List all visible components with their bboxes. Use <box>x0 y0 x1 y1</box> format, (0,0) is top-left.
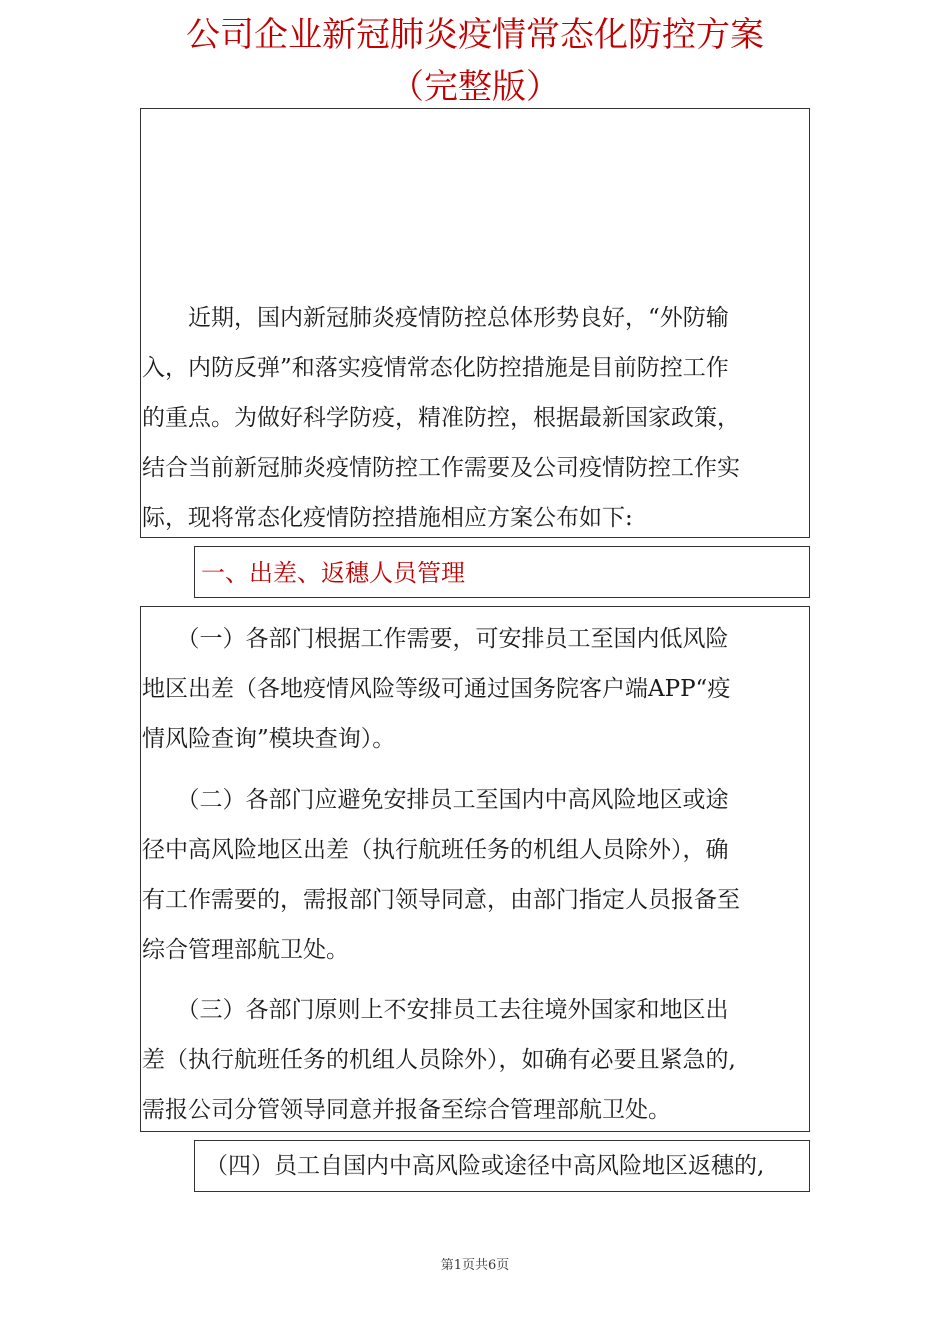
item-line: （二）各部门应避免安排员工至国内中高风险地区或途 <box>142 787 729 813</box>
item-line: 差（执行航班任务的机组人员除外），如确有必要且紧急的, <box>142 1047 736 1073</box>
item-line: 径中高风险地区出差（执行航班任务的机组人员除外），确 <box>142 837 729 863</box>
document-title: 公司企业新冠肺炎疫情常态化防控方案 <box>186 15 764 55</box>
intro-line: 际，现将常态化疫情防控措施相应方案公布如下: <box>142 505 633 531</box>
intro-line: 的重点。为做好科学防疫，精准防控，根据最新国家政策， <box>142 405 740 431</box>
document-subtitle: （完整版） <box>390 67 560 107</box>
item-line: 有工作需要的，需报部门领导同意，由部门指定人员报备至 <box>142 887 740 913</box>
page-footer: 第1页共6页 <box>440 1258 510 1273</box>
intro-line: 近期，国内新冠肺炎疫情防控总体形势良好，“外防输 <box>142 305 729 331</box>
item-line: 需报公司分管领导同意并报备至综合管理部航卫处。 <box>142 1097 671 1123</box>
item-4-frame <box>194 1140 810 1192</box>
item-4-line: （四）员工自国内中高风险或途径中高风险地区返穗的, <box>205 1153 765 1179</box>
item-line: （三）各部门原则上不安排员工去往境外国家和地区出 <box>142 997 729 1023</box>
section-heading-frame <box>194 546 810 598</box>
intro-line: 入，内防反弹”和落实疫情常态化防控措施是目前防控工作 <box>142 355 729 381</box>
item-line: 情风险查询”模块查询）。 <box>142 726 396 752</box>
item-line: 地区出差（各地疫情风险等级可通过国务院客户端APP“疫 <box>142 676 731 702</box>
section-heading: 一、出差、返穗人员管理 <box>201 559 465 587</box>
item-line: 综合管理部航卫处。 <box>142 937 349 963</box>
item-2-paragraph <box>142 775 810 975</box>
intro-paragraph <box>142 293 810 543</box>
item-line: （一）各部门根据工作需要，可安排员工至国内低风险 <box>142 626 729 652</box>
intro-line: 结合当前新冠肺炎疫情防控工作需要及公司疫情防控工作实 <box>142 455 740 481</box>
item-1-paragraph <box>142 614 810 764</box>
item-3-paragraph <box>142 985 810 1135</box>
